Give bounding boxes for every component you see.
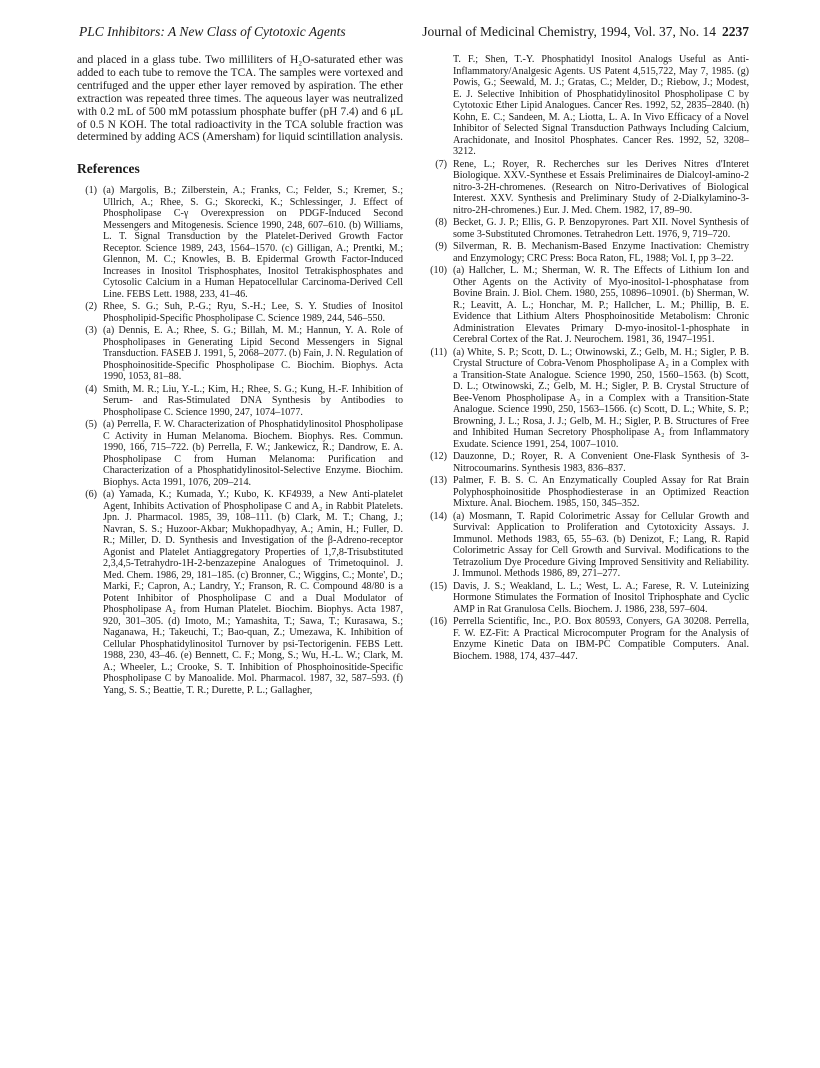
reference-item	[427, 347, 749, 451]
reference-text: Smith, M. R.; Liu, Y.-L.; Kim, H.; Rhee, S. G.; Kung, H.-F. Inhibition of Serum- and Ras-Stimulated DNA Synthesis by Antibodies to Phospholipase C. Science 1990, 247, 1074–1077.	[103, 383, 403, 418]
body-paragraph: and placed in a glass tube. Two milliliters of H₂O-saturated ether was added to each tube to remove the TCA. The samples were vortexed and centrifuged and the upper ether layer removed by aspiration. The ether extraction was repeated three times. The aqueous layer was neutralized with 0.2 mL of 500 mM potassium phosphate buffer (pH 7.4) and 6 μL of 0.5 N KOH. The total radioactivity in the TCA soluble fraction was determined by adding ACS (Amersham) for liquid scintillation analysis.	[77, 54, 403, 144]
reference-number: (6)	[85, 489, 97, 501]
reference-item	[427, 616, 749, 662]
reference-number	[427, 54, 453, 158]
reference-number: (2)	[85, 301, 97, 313]
reference-number: (15)	[430, 580, 447, 592]
reference-number: (7)	[435, 158, 447, 170]
reference-text: (a) Yamada, K.; Kumada, Y.; Kubo, K. KF4939, a New Anti-platelet Agent, Inhibits Activation of Phospholipase C and A₂ in Rabbit Platelets. Jpn. J. Pharmacol. 1985, 39, 108–111. (b) Clark, M. T.; Chang, J.; Navran, S. S.; Huzoor-Akbar; Mukhopadhyay, A.; Amin, H.; Fuller, D. R.; Miller, D. D. Synthesis and Investigation of the β-Adreno-receptor Agonist and Platelet Antiaggregatory Properties of 1,7,8-Trisubstituted 2,3,4,5-Tetrahydro-1H-2-benzazepine Analogues of Trimetoquinol. J. Med. Chem. 1986, 29, 181–185. (c) Bronner, C.; Wiggins, C.; Monte', D.; Marki, F.; Capron, A.; Landry, Y.; Franson, R. C. Compound 48/80 is a Potent Inhibitor of Phospholipase C and a Dual Modulator of Phospholipase A₂ from Human Platelet. Biochim. Biophys. Acta 1987, 920, 301–305. (d) Imoto, M.; Yamashita, T.; Sawa, T.; Kurasawa, S.; Naganawa, H.; Takeuchi, T.; Bao-quan, Z.; Umezawa, K. Inhibition of Cellular Phosphatidylinositol Turnover by psi-Tectorigenin. FEBS Lett. 1988, 230, 43–46. (e) Bennett, C. F.; Mong, S.; Wu, H.-L. W.; Clark, M. A.; Wheeler, L.; Crooke, S. T. Inhibition of Phosphoinositide-Specific Phospholipase C by Manoalide. Mol. Pharmacol. 1987, 32, 587–593. (f) Yang, S. S.; Beattie, T. R.; Durette, P. L.; Gallagher,	[103, 489, 403, 696]
reference-item	[427, 581, 749, 616]
reference-text: Dauzonne, D.; Royer, R. A Convenient One-Flask Synthesis of 3-Nitrocoumarins. Synthesis 1983, 836–837.	[453, 451, 749, 474]
reference-text: (a) Dennis, E. A.; Rhee, S. G.; Billah, M. M.; Hannun, Y. A. Role of Phospholipases in Generating Lipid Second Messengers in Signal Transduction. FASEB J. 1991, 5, 2068–2077. (b) Fain, J. N. Regulation of Phosphoinositide-Specific Phospholipase C. Biochim. Biophys. Acta 1990, 1053, 81–88.	[103, 325, 403, 383]
right-column	[427, 54, 749, 663]
reference-text: T. F.; Shen, T.-Y. Phosphatidyl Inositol Analogs Useful as Anti-Inflammatory/Analgesic Agents. US Patent 4,515,722, May 7, 1985. (g) Powis, G.; Seewald, M. J.; Gratas, C.; Melder, D.; Riebow, J.; Modest, E. J. Selective Inhibition of Phosphatidylinositol Phospholipase C by Cytotoxic Ether Lipid Analogues. Cancer Res. 1992, 52, 2835–2840. (h) Kohn, E. C.; Sandeen, M. A.; Liotta, L. A. In Vivo Efficacy of a Novel Inhibitor of Selected Signal Transduction Pathways Including Calcium, Arachidonate, and Inositol Phosphates. Cancer Res. 1992, 52, 3208–3212.	[453, 54, 749, 157]
journal-page	[77, 22, 749, 696]
reference-text: (a) White, S. P.; Scott, D. L.; Otwinowski, Z.; Gelb, M. H.; Sigler, P. B. Crystal Structure of Cobra-Venom Phospholipase A₂ in a Complex with a Transition-State Analogue. Science 1990, 250, 1560–1563. (b) Scott, D. L.; Otwinowski, Z.; Gelb, M. H.; Sigler, P. B. Crystal Structure of Bee-Venom Phospholipase A₂ in a Complex with a Transition-State Analogue. Science 1990, 250, 1563–1566. (c) Scott, D. L.; White, S. P.; Browning, J. L.; Rosa, J. J.; Gelb, M. H.; Sigler, P. B. Structures of Free and Inhibited Human Secretory Phospholipase A₂ from Inflammatory Exudate. Science 1991, 254, 1007–1010.	[453, 346, 749, 450]
reference-text: Silverman, R. B. Mechanism-Based Enzyme Inactivation: Chemistry and Enzymology; CRC Press: Boca Raton, FL, 1988; Vol. I, pp 3–22.	[453, 241, 749, 264]
left-column	[77, 54, 403, 697]
reference-text: (a) Mosmann, T. Rapid Colorimetric Assay for Cellular Growth and Survival: Application to Proliferation and Cytotoxicity Assays. J. Immunol. Methods 1983, 65, 55–63. (b) Denizot, F.; Lang, R. Rapid Colorimetric Assay for Cell Growth and Survival. Modifications to the Tetrazolium Dye Procedure Giving Improved Sensitivity and Reliability. J. Immunol. Methods 1986, 89, 271–277.	[453, 510, 749, 579]
reference-text: Rene, L.; Royer, R. Recherches sur les Derives Nitres d'Interet Biologique. XXV.-Synthese et Essais Preliminaires de Dialcoyl-amino-2 nitro-3-2H-chromenes. (Research on Nitro-Derivatives of Biological Interest. XXV. Synthesis and Preliminary Study of 2-Dialkylamino-3-nitro-2H-chromenes.) Eur. J. Med. Chem. 1982, 17, 89–90.	[453, 158, 749, 216]
reference-item	[77, 384, 403, 419]
reference-item	[427, 54, 749, 158]
reference-item	[77, 489, 403, 696]
running-header	[77, 22, 749, 44]
references-list-right	[427, 54, 749, 662]
reference-item	[427, 159, 749, 217]
reference-item	[427, 241, 749, 264]
page-number: 2237	[722, 24, 749, 39]
reference-text: (a) Margolis, B.; Zilberstein, A.; Franks, C.; Felder, S.; Kremer, S.; Ullrich, A.; Rhee, S. G.; Skorecki, K.; Schlessinger, J. Effect of Phospholipase C-γ Overexpression on PDGF-Induced Second Messengers and Mitogenesis. Science 1990, 248, 607–610. (b) Williams, L. T. Signal Transduction by the Platelet-Derived Growth Factor Receptor. Science 1989, 243, 1564–1570. (c) Gilligan, A.; Prentki, M.; Glennon, M. C.; Knowles, B. B. Epidermal Growth Factor-Induced Increases in Inositol Trisphosphates, Inositol Tetrakisphosphates and Cytosolic Calcium in a Human Hepatocellular Carcinoma-Derived Cell Line. FEBS Lett. 1988, 233, 41–46.	[103, 185, 403, 300]
reference-number: (4)	[85, 383, 97, 395]
reference-text: Rhee, S. G.; Suh, P.-G.; Ryu, S.-H.; Lee, S. Y. Studies of Inositol Phospholipid-Specific Phospholipase C. Science 1989, 244, 546–550.	[103, 301, 403, 324]
reference-item	[427, 217, 749, 240]
reference-text: Perrella Scientific, Inc., P.O. Box 80593, Conyers, GA 30208. Perrella, F. W. EZ-Fit: A Practical Microcomputer Program for the Analysis of Enzyme Kinetic Data on IBM-PC Compatible Computers. Anal. Biochem. 1988, 174, 437–447.	[453, 616, 749, 662]
reference-item	[427, 511, 749, 580]
reference-number: (3)	[85, 325, 97, 337]
journal-citation	[422, 24, 749, 40]
reference-number: (8)	[435, 217, 447, 228]
reference-number: (13)	[430, 475, 447, 486]
running-title: PLC Inhibitors: A New Class of Cytotoxic Agents	[79, 24, 346, 39]
reference-number: (16)	[430, 616, 447, 627]
reference-number: (9)	[435, 241, 447, 252]
reference-text: (a) Perrella, F. W. Characterization of Phosphatidylinositol Phospholipase C Activity in Human Melanoma. Biochem. Biophys. Res. Commun. 1990, 166, 715–722. (b) Perrella, F. W.; Jankewicz, R.; Dandrow, E. A. Phospholipase C from Human Melanoma: Purification and Characterization of a Phosphatidylinositol-Selective Enzyme. Biochim. Biophys. Acta 1991, 1076, 209–214.	[103, 419, 403, 488]
reference-text: Palmer, F. B. S. C. An Enzymatically Coupled Assay for Rat Brain Polyphosphoinositide Phosphodiesterase in an Optimized Reaction Mixture. Anal. Biochem. 1985, 150, 345–352.	[453, 475, 749, 509]
reference-item	[427, 451, 749, 474]
reference-text: Becket, G. J. P.; Ellis, G. P. Benzopyrones. Part XII. Novel Synthesis of some 3-Substituted Chromones. Tetrahedron Lett. 1976, 9, 719–720.	[453, 217, 749, 240]
references-list-left	[77, 185, 403, 696]
reference-number: (1)	[85, 185, 97, 197]
reference-item	[77, 301, 403, 324]
reference-item	[77, 325, 403, 383]
references-heading: References	[77, 161, 140, 177]
reference-number: (12)	[430, 451, 447, 462]
reference-number: (5)	[85, 419, 97, 431]
reference-item	[77, 185, 403, 300]
reference-number: (14)	[430, 510, 447, 522]
reference-text: Davis, J. S.; Weakland, L. L.; West, L. A.; Farese, R. V. Luteinizing Hormone Stimulates the Formation of Inositol Triphosphate and Cyclic AMP in Rat Granulosa Cells. Biochem. J. 1986, 238, 597–604.	[453, 580, 749, 615]
journal-name: Journal of Medicinal Chemistry, 1994, Vol. 37, No. 14	[422, 24, 716, 39]
reference-number: (11)	[430, 346, 447, 358]
reference-number: (10)	[430, 265, 447, 276]
reference-item	[77, 419, 403, 488]
reference-text: (a) Hallcher, L. M.; Sherman, W. R. The Effects of Lithium Ion and Other Agents on the Activity of Myo-inositol-1-phosphatase from Bovine Brain. J. Biol. Chem. 1980, 255, 10896–10901. (b) Sherman, W. R.; Leavitt, A. L.; Honchar, M. P.; Hallcher, L. M.; Phillip, B. E. Evidence that Lithium Alters Phosphoinositide Metabolism: Chronic Administration Elevates Primary D-myo-inositol-1-phosphate in Cerebral Cortex of the Rat. J. Neurochem. 1981, 36, 1947–1951.	[453, 265, 749, 345]
reference-item	[427, 475, 749, 510]
reference-item	[427, 265, 749, 346]
